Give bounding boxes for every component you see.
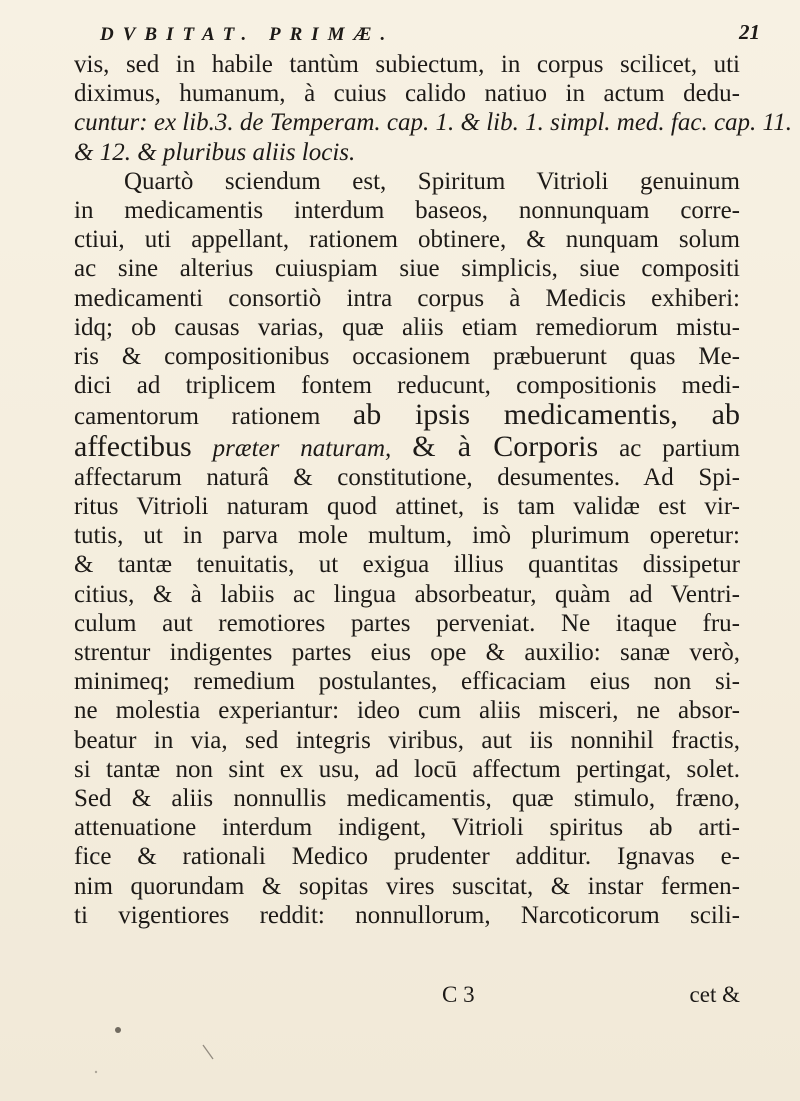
citation-line: cuntur: ex lib.3. de Temperam. cap. 1. & lib. 1. simpl. med. fac. cap. 11.: [74, 109, 792, 137]
italic-segment: præter naturam,: [191, 434, 413, 462]
text-line: dici ad triplicem fontem reducunt, compositionis medi-: [74, 372, 740, 400]
text-line: ris & compositionibus occasionem præbuerunt quas Me-: [74, 343, 740, 371]
text-line: nim quorundam & sopitas vires suscitat, & instar fermen-: [74, 872, 740, 900]
text-line: & tantæ tenuitatis, ut exigua illius quantitas dissipetur: [74, 551, 740, 579]
text-line: [74, 400, 740, 431]
text-line: diximus, humanum, à cuius calido natiuo in actum dedu-: [74, 80, 740, 108]
text-line: ne molestia experiantur: ideo cum aliis misceri, ne absor-: [74, 697, 740, 725]
text-line: medicamenti consortiò intra corpus à Medicis exhiberi:: [74, 284, 740, 312]
text-line: minimeq; remedium postulantes, efficaciam eius non si-: [74, 668, 740, 696]
text-line: Sed & aliis nonnullis medicamentis, quæ stimulo, fræno,: [74, 785, 740, 813]
page-footer: [74, 982, 740, 1012]
ink-speck: [115, 1027, 121, 1033]
citation-line: & 12. & pluribus aliis locis.: [74, 138, 356, 166]
text-line: tutis, ut in parva mole multum, imò plurimum operetur:: [74, 522, 740, 550]
text-line: fice & rationali Medico prudenter additur. Ignavas e-: [74, 843, 740, 871]
text-line: si tantæ non sint ex usu, ad locū affectum pertingat, solet.: [74, 755, 740, 783]
ink-speck: [95, 1071, 97, 1073]
text-line: idq; ob causas varias, quæ aliis etiam remediorum mistu-: [74, 313, 740, 341]
text-line: attenuatione interdum indigent, Vitrioli spiritus ab arti-: [74, 814, 740, 842]
text-line: beatur in via, sed integris viribus, aut iis nonnihil fractis,: [74, 726, 740, 754]
large-type-segment: & à Corporis: [412, 429, 599, 463]
text-line: ac sine alterius cuiuspiam siue simplicis, siue compositi: [74, 255, 740, 283]
page-header: [100, 14, 760, 54]
text-segment: ac partium: [598, 434, 741, 462]
running-title: DVBITAT. PRIMÆ.: [100, 24, 395, 45]
large-type-segment: ab ipsis medicamentis, ab: [352, 398, 740, 432]
text-segment: camentorum rationem: [74, 403, 353, 431]
text-line: ritus Vitrioli naturam quod attinet, is tam validæ est vir-: [74, 493, 740, 521]
text-line: ti vigentiores reddit: nonnullorum, Narcoticorum scili-: [74, 901, 740, 929]
body-text: [74, 50, 792, 930]
text-line: vis, sed in habile tantùm subiectum, in corpus scilicet, uti: [74, 51, 740, 78]
page-number: 21: [739, 20, 760, 44]
text-line: ctiui, uti appellant, rationem obtinere, & nunquam solum: [74, 226, 740, 254]
text-line: [74, 429, 741, 463]
ink-stroke: [203, 1045, 213, 1059]
text-line: affectarum naturâ & constitutione, desumentes. Ad Spi-: [74, 463, 740, 491]
text-line: strentur indigentes partes eius ope & auxilio: sanæ verò,: [74, 639, 740, 667]
paragraph-start-line: Quartò sciendum est, Spiritum Vitrioli genuinum: [124, 167, 740, 195]
catchword: cet &: [689, 982, 740, 1007]
text-line: culum aut remotiores partes perveniat. Ne itaque fru-: [74, 609, 740, 637]
text-line: in medicamentis interdum baseos, nonnunquam corre-: [74, 197, 740, 225]
signature-mark: C 3: [442, 982, 475, 1007]
large-type-segment: affectibus: [74, 429, 192, 463]
text-line: citius, & à labiis ac lingua absorbeatur, quàm ad Ventri-: [74, 580, 740, 608]
